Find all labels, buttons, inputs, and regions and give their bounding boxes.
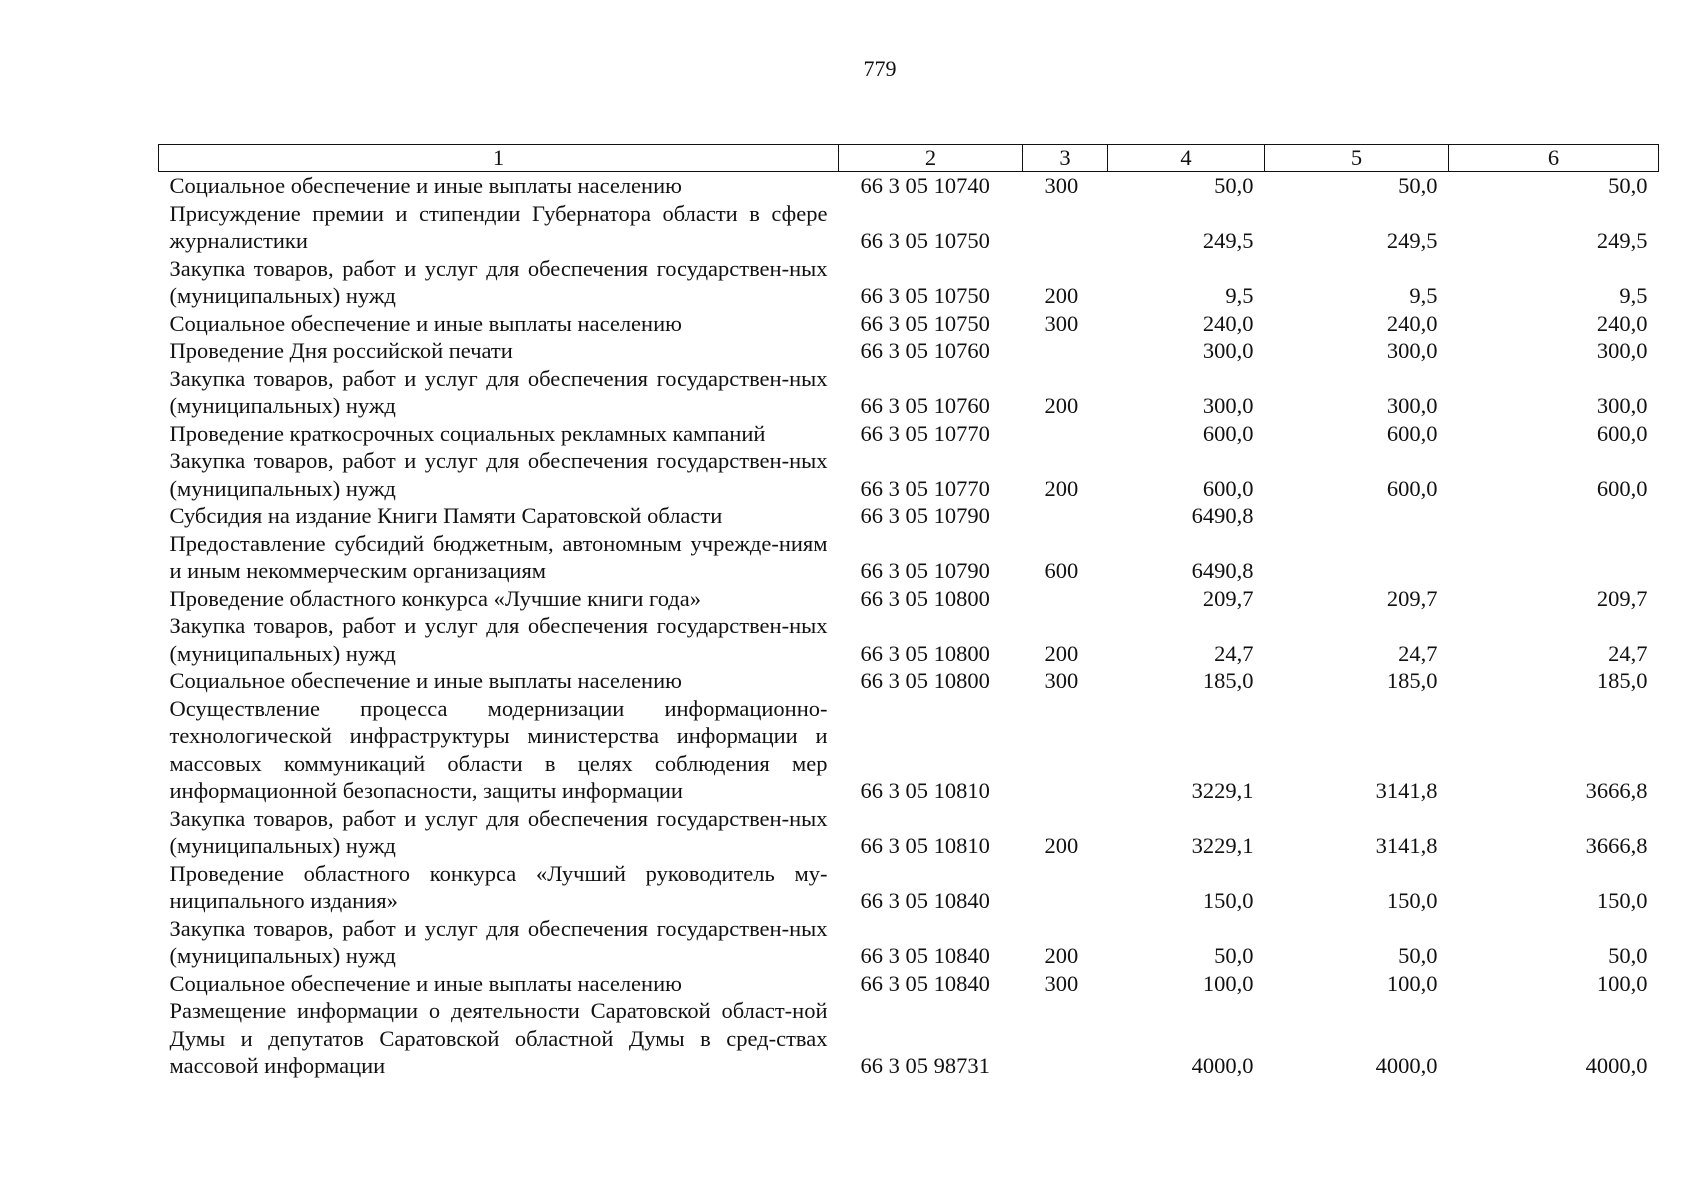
column-header: 4 <box>1108 145 1265 172</box>
row-name-cell: Проведение Дня российской печати <box>169 338 513 363</box>
row-value-col5-cell: 150,0 <box>1386 888 1438 913</box>
table-row <box>159 420 1659 448</box>
row-value-col5-cell: 300,0 <box>1386 338 1438 363</box>
row-code-cell: 66 3 05 10800 <box>860 668 990 693</box>
row-expense-type-cell <box>1023 997 1108 1080</box>
row-expense-type-cell: 200 <box>1044 475 1079 501</box>
row-name-cell: Социальное обеспечение и иные выплаты населению <box>169 668 682 693</box>
row-name-cell: Социальное обеспечение и иные выплаты населению <box>169 310 682 336</box>
row-value-col6-cell: 3666,8 <box>1585 833 1648 858</box>
row-value-col6-cell: 300,0 <box>1596 393 1648 418</box>
table-row <box>159 310 1659 338</box>
row-code-cell: 66 3 05 10790 <box>860 558 990 583</box>
row-code-cell: 66 3 05 10750 <box>860 228 990 253</box>
row-value-col6-cell: 150,0 <box>1596 888 1648 913</box>
table-row <box>159 200 1659 255</box>
row-value-col5-cell: 4000,0 <box>1375 1053 1438 1078</box>
row-value-col6-cell: 4000,0 <box>1585 1053 1648 1078</box>
row-value-col4-cell: 300,0 <box>1202 393 1254 418</box>
row-value-col6-cell: 24,7 <box>1608 640 1648 666</box>
row-value-col5-cell <box>1265 502 1449 530</box>
row-value-col4-cell: 150,0 <box>1202 888 1254 913</box>
row-code-cell: 66 3 05 10750 <box>860 283 990 308</box>
row-name-cell: Социальное обеспечение и иные выплаты населению <box>169 970 682 996</box>
table-body <box>159 172 1659 1080</box>
row-value-col6-cell: 240,0 <box>1596 310 1648 336</box>
row-value-col4-cell: 24,7 <box>1214 640 1254 666</box>
table-row <box>159 997 1659 1080</box>
row-value-col5-cell <box>1265 530 1449 585</box>
row-expense-type-cell: 300 <box>1044 310 1079 336</box>
row-name-cell: Присуждение премии и стипендии Губернатора области в сфере журналистики <box>169 200 828 253</box>
row-value-col4-cell: 50,0 <box>1214 173 1254 198</box>
row-code-cell: 66 3 05 10800 <box>860 585 990 611</box>
table-row <box>159 255 1659 310</box>
row-value-col4-cell: 6490,8 <box>1191 558 1254 583</box>
row-expense-type-cell: 200 <box>1044 943 1079 968</box>
row-expense-type-cell: 600 <box>1044 558 1079 583</box>
row-value-col6-cell: 100,0 <box>1596 970 1648 996</box>
row-expense-type-cell <box>1023 860 1108 915</box>
row-value-col4-cell: 240,0 <box>1202 310 1254 336</box>
row-value-col4-cell: 185,0 <box>1202 668 1254 693</box>
table-row <box>159 172 1659 200</box>
row-value-col6-cell: 600,0 <box>1596 420 1648 446</box>
row-value-col4-cell: 300,0 <box>1202 338 1254 363</box>
row-expense-type-cell: 300 <box>1044 970 1079 996</box>
row-expense-type-cell <box>1023 420 1108 448</box>
row-code-cell: 66 3 05 98731 <box>860 1053 990 1078</box>
row-code-cell: 66 3 05 10750 <box>860 310 990 336</box>
column-header: 6 <box>1449 145 1659 172</box>
table-row <box>159 695 1659 805</box>
page-number: 779 <box>863 56 897 81</box>
table-row <box>159 365 1659 420</box>
row-code-cell: 66 3 05 10810 <box>860 778 990 803</box>
row-value-col6-cell: 50,0 <box>1608 943 1648 968</box>
table-row <box>159 585 1659 613</box>
row-value-col6-cell: 3666,8 <box>1585 778 1648 803</box>
row-value-col4-cell: 3229,1 <box>1191 833 1254 858</box>
row-value-col6-cell: 600,0 <box>1596 475 1648 501</box>
table-row <box>159 915 1659 970</box>
row-expense-type-cell <box>1023 585 1108 613</box>
row-expense-type-cell: 200 <box>1044 283 1079 308</box>
row-value-col4-cell: 3229,1 <box>1191 778 1254 803</box>
row-name-cell: Предоставление субсидий бюджетным, автономным учрежде-ниям и иным некоммерческим организациям <box>169 530 828 583</box>
row-value-col5-cell: 209,7 <box>1386 585 1438 611</box>
row-code-cell: 66 3 05 10760 <box>860 338 990 363</box>
row-value-col4-cell: 50,0 <box>1214 943 1254 968</box>
row-value-col5-cell: 3141,8 <box>1375 778 1438 803</box>
table-row <box>159 447 1659 502</box>
row-expense-type-cell <box>1023 695 1108 805</box>
row-code-cell: 66 3 05 10840 <box>860 888 990 913</box>
row-name-cell: Проведение краткосрочных социальных рекламных кампаний <box>169 420 766 446</box>
row-value-col5-cell: 100,0 <box>1386 970 1438 996</box>
budget-table <box>158 144 1659 1080</box>
row-name-cell: Субсидия на издание Книги Памяти Саратовской области <box>169 503 723 528</box>
table-row <box>159 502 1659 530</box>
row-value-col4-cell: 100,0 <box>1202 970 1254 996</box>
table-row <box>159 970 1659 998</box>
row-code-cell: 66 3 05 10800 <box>860 640 990 666</box>
row-code-cell: 66 3 05 10770 <box>860 420 990 446</box>
row-name-cell: Закупка товаров, работ и услуг для обеспечения государствен-ных (муниципальных) нужд <box>169 365 828 418</box>
table-row <box>159 667 1659 695</box>
row-value-col4-cell: 600,0 <box>1202 420 1254 446</box>
row-name-cell: Проведение областного конкурса «Лучшие книги года» <box>169 585 701 611</box>
row-expense-type-cell <box>1023 502 1108 530</box>
row-name-cell: Проведение областного конкурса «Лучший руководитель му-ниципального издания» <box>169 860 828 913</box>
row-code-cell: 66 3 05 10770 <box>860 475 990 501</box>
row-value-col5-cell: 300,0 <box>1386 393 1438 418</box>
table-row <box>159 860 1659 915</box>
row-value-col6-cell: 50,0 <box>1608 173 1648 198</box>
row-value-col6-cell <box>1449 530 1659 585</box>
row-value-col5-cell: 50,0 <box>1398 173 1438 198</box>
row-name-cell: Осуществление процесса модернизации информационно-технологической инфраструктуры министерства информации и массовых коммуникаций области в целях соблюдения мер информационной безопасности, защиты информации <box>169 695 828 803</box>
row-expense-type-cell: 300 <box>1044 173 1079 198</box>
row-value-col6-cell: 249,5 <box>1596 228 1648 253</box>
table-row <box>159 612 1659 667</box>
row-value-col4-cell: 249,5 <box>1202 228 1254 253</box>
row-name-cell: Закупка товаров, работ и услуг для обеспечения государствен-ных (муниципальных) нужд <box>169 448 828 501</box>
row-value-col6-cell: 185,0 <box>1596 668 1648 693</box>
row-name-cell: Размещение информации о деятельности Саратовской област-ной Думы и депутатов Саратовской областной Думы в сред-ствах массовой информации <box>169 998 828 1078</box>
row-value-col4-cell: 6490,8 <box>1191 503 1254 528</box>
row-name-cell: Закупка товаров, работ и услуг для обеспечения государствен-ных (муниципальных) нужд <box>169 915 828 968</box>
row-code-cell: 66 3 05 10840 <box>860 970 990 996</box>
row-value-col5-cell: 240,0 <box>1386 310 1438 336</box>
row-expense-type-cell: 200 <box>1044 393 1079 418</box>
table-row <box>159 530 1659 585</box>
row-name-cell: Закупка товаров, работ и услуг для обеспечения государствен-ных (муниципальных) нужд <box>169 805 828 858</box>
column-header: 3 <box>1023 145 1108 172</box>
row-value-col5-cell: 9,5 <box>1409 283 1438 308</box>
row-value-col6-cell: 209,7 <box>1596 585 1648 611</box>
column-header: 2 <box>839 145 1023 172</box>
row-expense-type-cell: 200 <box>1044 640 1079 666</box>
table-row <box>159 805 1659 860</box>
row-value-col5-cell: 50,0 <box>1398 943 1438 968</box>
row-code-cell: 66 3 05 10840 <box>860 943 990 968</box>
row-value-col5-cell: 600,0 <box>1386 475 1438 501</box>
row-expense-type-cell <box>1023 200 1108 255</box>
row-value-col5-cell: 24,7 <box>1398 640 1438 666</box>
row-code-cell: 66 3 05 10790 <box>860 503 990 528</box>
row-expense-type-cell: 200 <box>1044 833 1079 858</box>
row-value-col4-cell: 4000,0 <box>1191 1053 1254 1078</box>
row-value-col4-cell: 209,7 <box>1202 585 1254 611</box>
row-value-col4-cell: 600,0 <box>1202 475 1254 501</box>
row-name-cell: Закупка товаров, работ и услуг для обеспечения государствен-ных (муниципальных) нужд <box>169 255 828 308</box>
row-code-cell: 66 3 05 10760 <box>860 393 990 418</box>
column-header: 1 <box>159 145 839 172</box>
table-row <box>159 337 1659 365</box>
row-value-col5-cell: 600,0 <box>1386 420 1438 446</box>
row-value-col4-cell: 9,5 <box>1225 283 1254 308</box>
row-expense-type-cell <box>1023 337 1108 365</box>
row-name-cell: Закупка товаров, работ и услуг для обеспечения государствен-ных (муниципальных) нужд <box>169 613 828 666</box>
column-header: 5 <box>1265 145 1449 172</box>
row-value-col5-cell: 185,0 <box>1386 668 1438 693</box>
row-value-col5-cell: 249,5 <box>1386 228 1438 253</box>
row-code-cell: 66 3 05 10810 <box>860 833 990 858</box>
column-header-row <box>159 145 1659 172</box>
row-code-cell: 66 3 05 10740 <box>860 173 990 198</box>
row-name-cell: Социальное обеспечение и иные выплаты населению <box>169 173 682 198</box>
row-value-col6-cell: 9,5 <box>1619 283 1648 308</box>
row-value-col6-cell: 300,0 <box>1596 338 1648 363</box>
row-value-col5-cell: 3141,8 <box>1375 833 1438 858</box>
row-value-col6-cell <box>1449 502 1659 530</box>
row-expense-type-cell: 300 <box>1044 668 1079 693</box>
